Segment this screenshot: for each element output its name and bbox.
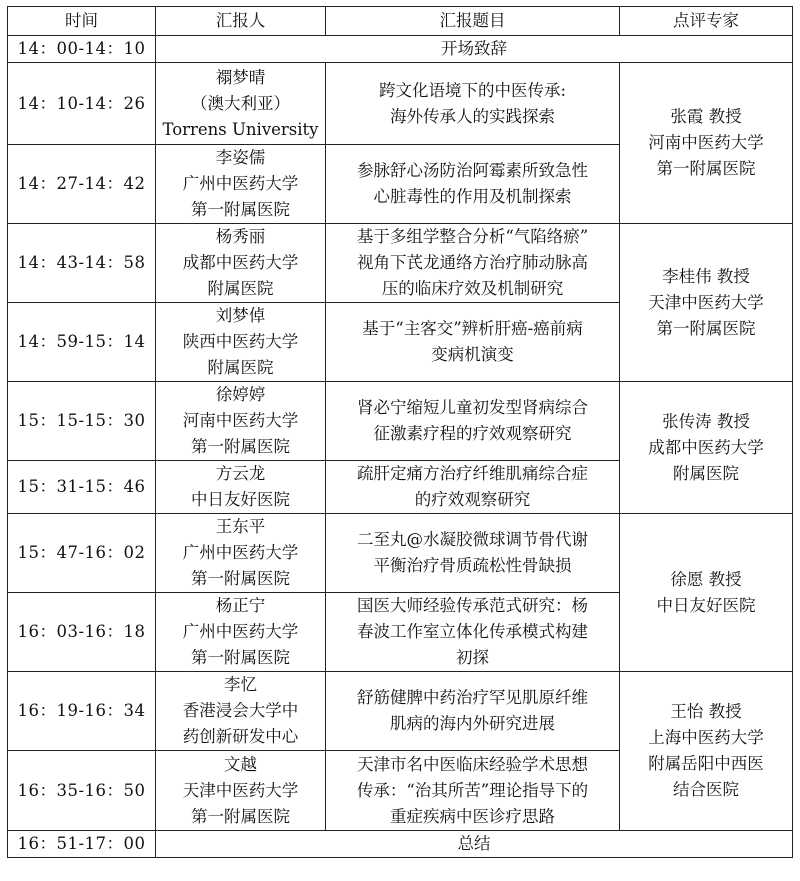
expert-affiliation: 结合医院 — [673, 780, 739, 799]
presenter-affiliation: 河南中医药大学 — [182, 411, 299, 430]
presenter-affiliation: Torrens University — [162, 119, 319, 139]
topic-line: 肾必宁缩短儿童初发型肾病综合 — [357, 398, 588, 417]
presenter-affiliation: 香港浸会大学中 — [182, 701, 299, 720]
topic-line: 的疗效观察研究 — [414, 490, 531, 509]
presenter-cell — [156, 461, 326, 514]
expert-cell — [620, 63, 793, 224]
expert-affiliation: 成都中医药大学 — [648, 437, 764, 457]
presenter-name: 文越 — [224, 754, 257, 774]
presenter-cell — [156, 514, 326, 593]
time-cell: 15：15-15：30 — [8, 382, 156, 461]
topic-line: 初探 — [456, 648, 489, 667]
time-cell: 14：27-14：42 — [8, 145, 156, 224]
topic-cell — [326, 593, 620, 672]
presenter-cell — [156, 751, 326, 831]
topic-line: 基于“主客交”辨析肝癌-癌前病 — [362, 319, 583, 338]
table-row — [8, 63, 793, 145]
topic-line: 变病机演变 — [431, 345, 514, 364]
table-row — [8, 224, 793, 303]
topic-cell — [326, 672, 620, 751]
header-time: 时间 — [8, 7, 156, 36]
topic-line: 参脉舒心汤防治阿霉素所致急性 — [357, 161, 588, 180]
presenter-name: 方云龙 — [215, 464, 266, 483]
time-cell: 16：19-16：34 — [8, 672, 156, 751]
expert-name: 李桂伟 教授 — [662, 266, 750, 286]
expert-affiliation: 附属医院 — [673, 463, 739, 483]
time-cell: 16：03-16：18 — [8, 593, 156, 672]
presenter-affiliation: 广州中医药大学 — [182, 543, 299, 562]
presenter-name: 王东平 — [215, 517, 266, 536]
topic-line: 传承：“治其所苦”理论指导下的 — [356, 780, 589, 800]
expert-affiliation: 中日友好医院 — [656, 595, 756, 615]
expert-name: 徐愿 教授 — [670, 569, 742, 589]
expert-name: 王怡 教授 — [670, 702, 742, 721]
presenter-name: 杨正宁 — [215, 596, 266, 615]
presenter-name: 李姿儒 — [215, 148, 266, 167]
presenter-cell — [156, 382, 326, 461]
presenter-cell — [156, 303, 326, 382]
expert-affiliation: 第一附属医院 — [656, 159, 756, 178]
schedule-table — [7, 6, 793, 858]
closing-title: 总结 — [156, 831, 793, 858]
topic-line: 视角下芪龙通络方治疗肺动脉高 — [357, 253, 588, 272]
presenter-cell — [156, 63, 326, 145]
table-row — [8, 514, 793, 593]
presenter-name: 刘梦倬 — [215, 306, 266, 325]
topic-cell — [326, 303, 620, 382]
header-row — [8, 7, 793, 36]
expert-affiliation: 第一附属医院 — [656, 318, 756, 338]
topic-line: 征激素疗程的疗效观察研究 — [373, 424, 572, 443]
time-cell: 15：31-15：46 — [8, 461, 156, 514]
presenter-affiliation: 成都中医药大学 — [182, 253, 299, 272]
topic-cell — [326, 461, 620, 514]
presenter-affiliation: 附属医院 — [207, 358, 274, 377]
presenter-affiliation: （澳大利亚） — [191, 93, 290, 113]
topic-line: 平衡治疗骨质疏松性骨缺损 — [373, 556, 572, 575]
presenter-affiliation: 附属医院 — [207, 279, 274, 298]
table-row — [8, 672, 793, 751]
expert-affiliation: 上海中医药大学 — [648, 728, 764, 747]
time-cell: 14：10-14：26 — [8, 63, 156, 145]
expert-cell — [620, 382, 793, 514]
topic-cell — [326, 751, 620, 831]
header-presenter: 汇报人 — [156, 7, 326, 36]
presenter-affiliation: 第一附属医院 — [191, 569, 290, 588]
presenter-affiliation: 广州中医药大学 — [182, 622, 299, 641]
topic-line: 压的临床疗效及机制研究 — [381, 279, 564, 298]
topic-line: 春波工作室立体化传承模式构建 — [357, 622, 588, 641]
topic-line: 肌病的海内外研究进展 — [390, 714, 555, 733]
presenter-name: 李忆 — [224, 675, 257, 694]
header-expert: 点评专家 — [620, 7, 793, 36]
closing-row — [8, 831, 793, 858]
presenter-affiliation: 陕西中医药大学 — [182, 332, 299, 351]
topic-line: 二至丸@水凝胶微球调节骨代谢 — [357, 530, 588, 549]
topic-line: 基于多组学整合分析“气陷络瘀” — [356, 227, 589, 246]
presenter-affiliation: 天津中医药大学 — [182, 780, 299, 800]
presenter-affiliation: 第一附属医院 — [191, 200, 290, 219]
time-cell: 14：43-14：58 — [8, 224, 156, 303]
presenter-affiliation: 广州中医药大学 — [182, 174, 299, 193]
presenter-name: 杨秀丽 — [215, 227, 266, 246]
presenter-cell — [156, 224, 326, 303]
topic-cell — [326, 145, 620, 224]
time-cell: 16：35-16：50 — [8, 751, 156, 831]
expert-name: 张霞 教授 — [670, 107, 742, 126]
time-cell: 14：00-14：10 — [8, 36, 156, 63]
topic-cell — [326, 224, 620, 303]
presenter-cell — [156, 145, 326, 224]
presenter-affiliation: 第一附属医院 — [191, 806, 290, 826]
presenter-affiliation: 第一附属医院 — [191, 437, 290, 456]
presenter-name: 徐婷婷 — [215, 385, 266, 404]
expert-cell — [620, 672, 793, 831]
expert-affiliation: 附属岳阳中西医 — [648, 754, 764, 773]
presenter-affiliation: 中日友好医院 — [191, 490, 290, 509]
presenter-affiliation: 第一附属医院 — [191, 648, 290, 667]
presenter-cell — [156, 672, 326, 751]
presenter-name: 禤梦晴 — [215, 67, 266, 87]
topic-cell — [326, 382, 620, 461]
expert-affiliation: 天津中医药大学 — [648, 292, 764, 312]
opening-title: 开场致辞 — [156, 36, 793, 63]
time-cell: 16：51-17：00 — [8, 831, 156, 858]
table-row — [8, 382, 793, 461]
topic-line: 心脏毒性的作用及机制探索 — [373, 187, 572, 206]
expert-cell — [620, 514, 793, 672]
opening-row — [8, 36, 793, 63]
topic-line: 国医大师经验传承范式研究：杨 — [357, 596, 588, 615]
topic-line: 天津市名中医临床经验学术思想 — [357, 754, 588, 774]
topic-line: 舒筋健脾中药治疗罕见肌原纤维 — [357, 688, 588, 707]
expert-cell — [620, 224, 793, 382]
topic-line: 跨文化语境下的中医传承: — [378, 80, 567, 100]
expert-affiliation: 河南中医药大学 — [648, 133, 764, 152]
presenter-affiliation: 药创新研发中心 — [182, 727, 299, 746]
time-cell: 15：47-16：02 — [8, 514, 156, 593]
time-cell: 14：59-15：14 — [8, 303, 156, 382]
topic-line: 重症疾病中医诊疗思路 — [390, 806, 555, 826]
topic-cell — [326, 514, 620, 593]
topic-line: 海外传承人的实践探索 — [390, 106, 555, 126]
topic-cell — [326, 63, 620, 145]
topic-line: 疏肝定痛方治疗纤维肌痛综合症 — [357, 464, 588, 483]
presenter-cell — [156, 593, 326, 672]
header-topic: 汇报题目 — [326, 7, 620, 36]
expert-name: 张传涛 教授 — [662, 411, 750, 431]
